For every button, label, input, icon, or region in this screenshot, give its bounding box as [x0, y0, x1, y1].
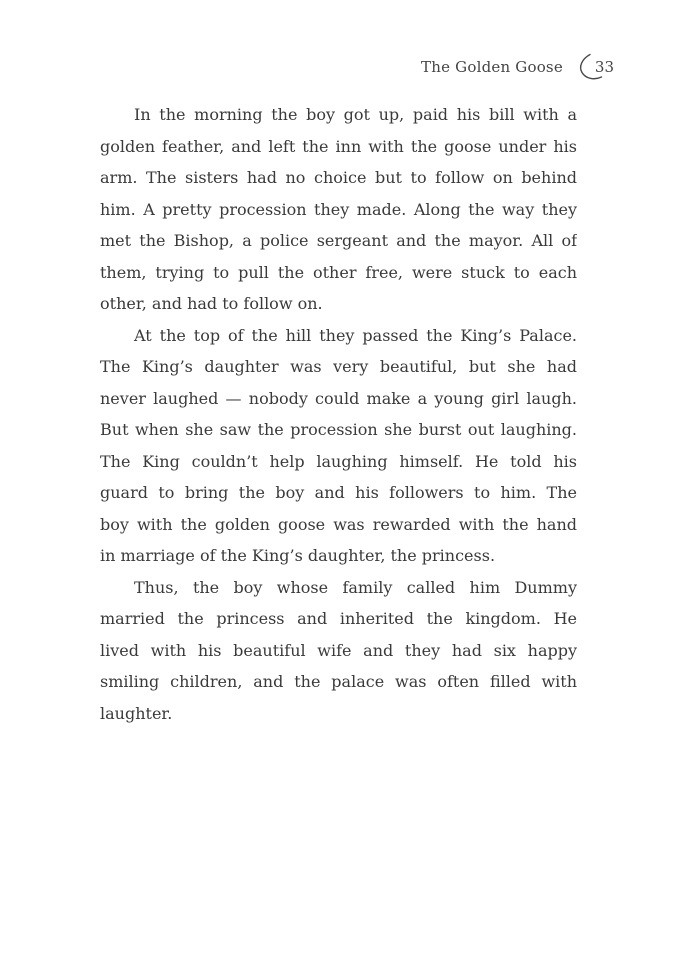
text-line: Thus, the boy whose family called him Dummy: [134, 577, 577, 597]
text-line: laughter.: [100, 703, 173, 723]
text-line: never laughed — nobody could make a young girl laugh.: [100, 388, 577, 408]
text-line: boy with the golden goose was rewarded with the hand: [100, 514, 577, 534]
story-text: [100, 99, 577, 729]
paragraph: [100, 572, 577, 730]
page-header: [0, 44, 614, 77]
text-line: At the top of the hill they passed the King’s Palace.: [134, 325, 577, 345]
text-line: guard to bring the boy and his followers to him. The: [100, 483, 577, 502]
text-line: them, trying to pull the other free, were stuck to each: [100, 262, 577, 282]
text-line: In the morning the boy got up, paid his bill with a: [134, 105, 577, 124]
text-line: arm. The sisters had no choice but to follow on behind: [100, 168, 577, 187]
text-line: smiling children, and the palace was often filled with: [100, 672, 577, 691]
text-line: lived with his beautiful wife and they had six happy: [100, 640, 577, 660]
page-number: 33: [594, 58, 614, 76]
paragraph: [100, 99, 577, 320]
text-line: But when she saw the procession she burst out laughing.: [100, 420, 577, 439]
paragraph: [100, 320, 577, 572]
text-line: him. A pretty procession they made. Along the way they: [100, 199, 577, 219]
page-number-ornament-icon: [577, 53, 603, 81]
text-line: met the Bishop, a police sergeant and the mayor. All of: [100, 231, 577, 250]
text-line: The King couldn’t help laughing himself. He told his: [100, 451, 577, 471]
text-line: in marriage of the King’s daughter, the princess.: [100, 546, 496, 565]
text-line: other, and had to follow on.: [100, 294, 323, 313]
running-title: The Golden Goose: [421, 58, 563, 76]
text-line: golden feather, and left the inn with the goose under his: [100, 136, 577, 156]
text-line: The King’s daughter was very beautiful, but she had: [100, 357, 577, 376]
text-line: married the princess and inherited the kingdom. He: [100, 609, 577, 628]
